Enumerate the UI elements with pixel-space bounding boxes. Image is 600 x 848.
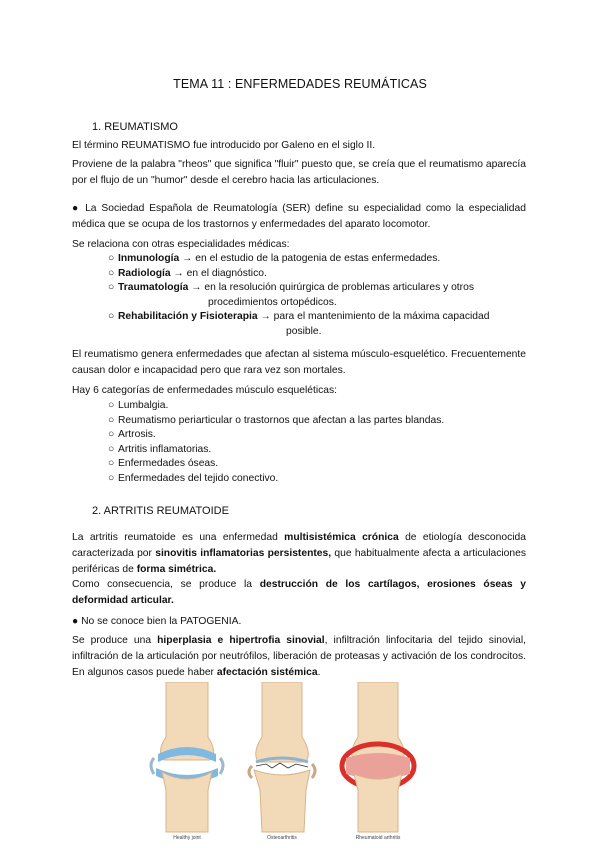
list-item: ○ Artritis inflamatorias. bbox=[108, 443, 212, 455]
paragraph: Se relaciona con otras especialidades médicas: bbox=[72, 239, 290, 250]
caption-healthy: Healthy joint bbox=[173, 835, 201, 841]
list-item-continuation: procedimientos ortopédicos. bbox=[208, 296, 337, 308]
paragraph: Se produce una hiperplasia e hipertrofia sinovial, infiltración linfocitaria del tejido sinovial, infiltración de la articulación por neutrófilos, liberación de proteasas y activación de los condrocitos. En algunos casos puede haber afectación sistémica. bbox=[72, 635, 527, 678]
rheumatoid-joint-image bbox=[342, 682, 414, 832]
paragraph: Como consecuencia, se produce la destrucción de los cartílagos, erosiones óseas y deformidad articular. bbox=[72, 579, 526, 606]
list-item: ○ Reumatismo periarticular o trastornos que afectan a las partes blandas. bbox=[108, 414, 445, 426]
list-item: ○ Lumbalgia. bbox=[108, 400, 169, 411]
list-item: ○ Inmunología → en el estudio de la patogenia de estas enfermedades. bbox=[108, 253, 441, 264]
list-item: ○ Radiología → en el diagnóstico. bbox=[108, 267, 267, 279]
section-heading-reumatismo: 1. REUMATISMO bbox=[92, 121, 178, 133]
list-item: ○ Artrosis. bbox=[108, 429, 156, 441]
paragraph: El término REUMATISMO fue introducido por Galeno en el siglo II. bbox=[72, 140, 376, 151]
paragraph: El reumatismo genera enfermedades que afectan al sistema músculo-esquelético. Frecuentemente causan dolor e incapacidad pero que rara vez son mortales. bbox=[72, 349, 526, 376]
list-item: ○ Rehabilitación y Fisioterapia → para el mantenimiento de la máxima capacidad bbox=[108, 311, 490, 323]
paragraph: Proviene de la palabra "rheos" que significa "fluir" puesto que, se creía que el reumatismo aparecía por el flujo de un "humor" desde el cerebro hacia las articulaciones. bbox=[72, 159, 526, 186]
list-item: ○ Enfermedades del tejido conectivo. bbox=[108, 472, 279, 484]
specialties-list bbox=[108, 252, 489, 340]
joints-illustration bbox=[140, 682, 420, 842]
paragraph: ● La Sociedad Española de Reumatología (SER) define su especialidad como la especialidad médica que se ocupa de los trastornos y enfermedades del aparato locomotor. bbox=[72, 203, 526, 230]
osteoarthritis-joint-image bbox=[249, 682, 315, 832]
caption-rheumatoid: Rheumatoid arthritis bbox=[355, 835, 401, 841]
healthy-joint-image bbox=[151, 682, 223, 832]
page-title: TEMA 11 : ENFERMEDADES REUMÁTICAS bbox=[173, 77, 427, 91]
paragraph: ● No se conoce bien la PATOGENIA. bbox=[72, 616, 242, 627]
list-item: ○ Traumatología → en la resolución quirúrgica de problemas articulares y otros bbox=[108, 282, 474, 294]
categories-list bbox=[108, 399, 444, 487]
section-heading-artritis: 2. ARTRITIS REUMATOIDE bbox=[92, 505, 229, 517]
paragraph: La artritis reumatoide es una enfermedad multisistémica crónica de etiología desconocida caracterizada por sinovitis inflamatorias persistentes, que habitualmente afecta a articulaciones periféricas de forma simétrica. bbox=[72, 532, 527, 575]
paragraph: Hay 6 categorías de enfermedades músculo esqueléticas: bbox=[72, 385, 338, 396]
list-item-continuation: posible. bbox=[286, 325, 322, 337]
caption-osteoarthritis: Osteoarthritis bbox=[267, 835, 297, 841]
list-item: ○ Enfermedades óseas. bbox=[108, 458, 219, 470]
